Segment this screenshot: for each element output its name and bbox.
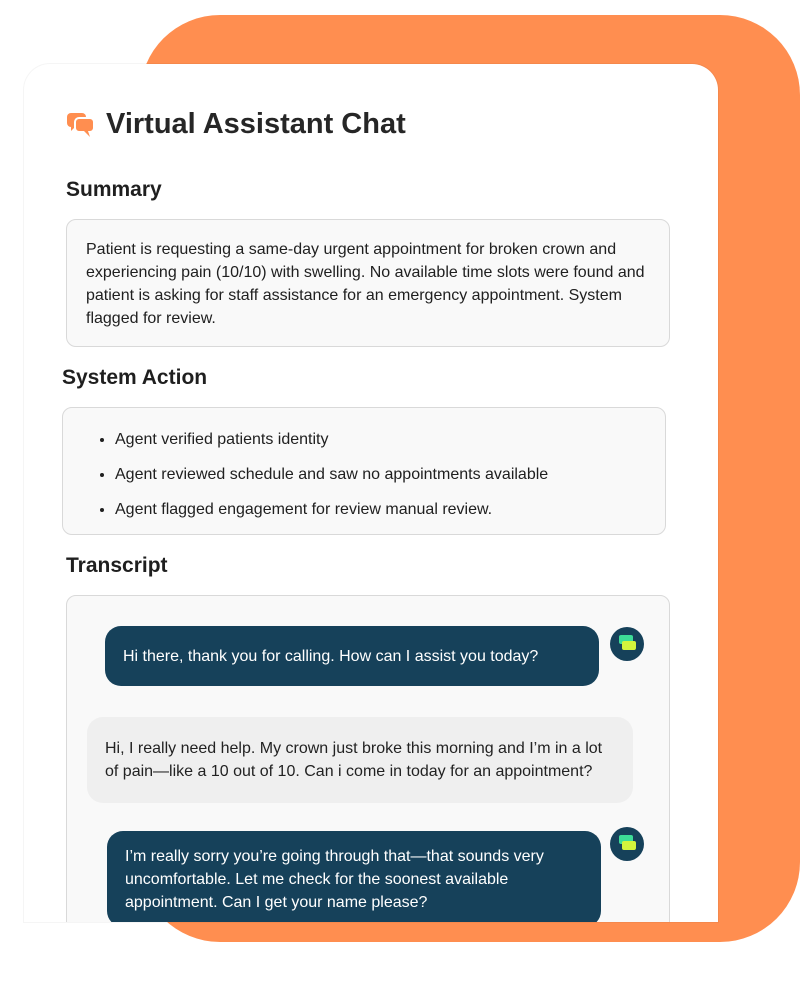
- summary-text: Patient is requesting a same-day urgent appointment for broken crown and experiencing pain (10/10) with swelling. No available time slots were found and patient is asking for staff assistance for an emergency appointment. System flagged for review.: [86, 241, 645, 327]
- card-header: [66, 108, 406, 141]
- transcript-heading: Transcript: [66, 554, 168, 577]
- message-text: I’m really sorry you’re going through that—that sounds very uncomfortable. Let me check for the soonest available appointment. Can I get your name please?: [125, 847, 544, 911]
- assistant-avatar: [610, 827, 644, 861]
- system-action-panel: [62, 407, 666, 535]
- chat-summary-card: [24, 64, 718, 922]
- agent-message: [105, 626, 599, 686]
- chat-bubbles-icon: [66, 110, 96, 140]
- transcript-panel: [66, 595, 670, 922]
- system-action-heading: System Action: [62, 366, 208, 389]
- agent-message: [107, 831, 601, 922]
- message-text: Hi there, thank you for calling. How can I assist you today?: [123, 647, 539, 665]
- page-title: Virtual Assistant Chat: [106, 108, 406, 140]
- system-action-list: [95, 428, 548, 533]
- list-item: • Agent reviewed schedule and saw no appointments available: [115, 463, 548, 498]
- assistant-logo-icon: [610, 627, 644, 661]
- user-message: [87, 717, 633, 803]
- assistant-logo-icon: [610, 827, 644, 861]
- list-item: • Agent verified patients identity: [115, 428, 548, 463]
- summary-heading: Summary: [66, 178, 162, 201]
- assistant-avatar: [610, 627, 644, 661]
- summary-panel: [66, 219, 670, 347]
- list-item: • Agent flagged engagement for review manual review.: [115, 498, 548, 533]
- message-text: Hi, I really need help. My crown just broke this morning and I’m in a lot of pain—like a 10 out of 10. Can i come in today for an appointment?: [105, 740, 603, 780]
